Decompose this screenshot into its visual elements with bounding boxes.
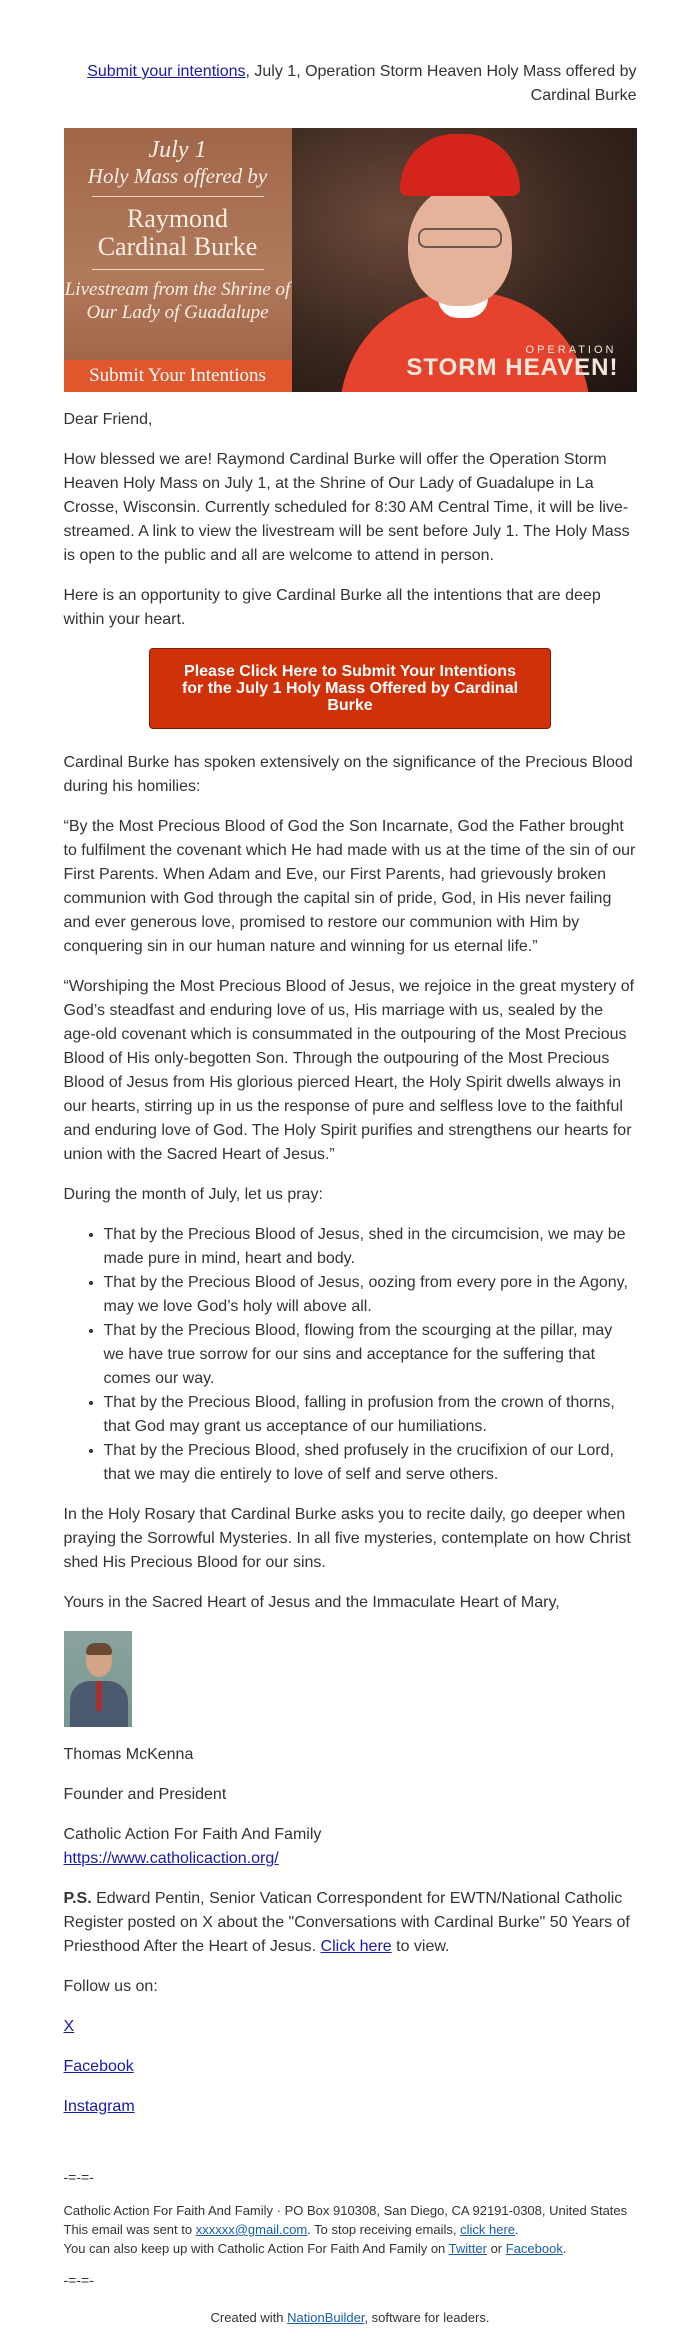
- paragraph-july-prayer: During the month of July, let us pray:: [63, 1186, 323, 1203]
- nationbuilder-link[interactable]: NationBuilder: [287, 2310, 365, 2325]
- banner-submit-cta[interactable]: Submit Your Intentions: [64, 360, 292, 392]
- avatar: [64, 1631, 132, 1727]
- x-link[interactable]: X: [63, 2018, 75, 2035]
- stop-text: . To stop receiving emails,: [307, 2222, 461, 2237]
- ps-click-here-link[interactable]: Click here: [320, 1938, 392, 1955]
- banner-date: July 1: [148, 137, 207, 163]
- stop-end: .: [515, 2222, 519, 2237]
- banner-operation-label: OPERATION: [525, 344, 617, 356]
- instagram-link[interactable]: Instagram: [63, 2098, 135, 2115]
- submit-intentions-button[interactable]: Please Click Here to Submit Your Intentions for the July 1 Holy Mass Offered by Cardinal Burke: [149, 648, 551, 729]
- banner-name-line2: Cardinal Burke: [97, 232, 258, 261]
- cardinal-photo: [292, 128, 637, 392]
- hero-banner[interactable]: [64, 128, 637, 392]
- credit-prefix: Created with: [210, 2310, 288, 2325]
- ps-text: Edward Pentin, Senior Vatican Correspondent for EWTN/National Catholic Register posted on X about the "Conversations with Cardinal Burke" 50 Years of Priesthood After the Heart of Jesus.: [63, 1890, 630, 1955]
- follow-facebook: [64, 2055, 637, 2079]
- banner-storm-heaven-logo: STORM HEAVEN!: [406, 354, 619, 381]
- list-item: • That by the Precious Blood, shed profusely in the crucifixion of our Lord, that we may die entirely to love of self and serve others.: [104, 1439, 637, 1487]
- ps-after: to view.: [391, 1938, 450, 1955]
- follow-label: Follow us on:: [63, 1978, 158, 1995]
- keepup-prefix: You can also keep up with Catholic Action For Faith And Family on: [63, 2241, 449, 2256]
- credit-line: [64, 2308, 637, 2327]
- footer-facebook-link[interactable]: Facebook: [505, 2241, 563, 2256]
- list-item: • That by the Precious Blood of Jesus, oozing from every pore in the Agony, may we love God’s holy will above all.: [104, 1271, 637, 1319]
- footer-keepup-line: [64, 2239, 637, 2258]
- banner-divider-2: [92, 269, 264, 270]
- website-link[interactable]: https://www.catholicaction.org/: [63, 1850, 279, 1867]
- intro-text: , July 1, Operation Storm Heaven Holy Mass offered by Cardinal Burke: [245, 63, 637, 104]
- quote-worship: “Worshiping the Most Precious Blood of Jesus, we rejoice in the great mystery of God’s steadfast and enduring love of us, His marriage with us, sealed by the age-old covenant which is consummated in the outpouring of the Most Precious Blood of His only-begotten Son. Through the outpouring of the Most Precious Blood of Jesus from His glorious pierced Heart, the Holy Spirit dwells always in our hearts, stirring up in us the response of pure and selfless love to the faithful and enduring love of God. The Holy Spirit purifies and strengthens our hearts for union with the Sacred Heart of Jesus.”: [63, 978, 635, 1163]
- intro-line: [64, 60, 637, 108]
- list-item: • That by the Precious Blood, falling in profusion from the crown of thorns, that God may grant us acceptance of our humiliations.: [104, 1391, 637, 1439]
- sent-prefix: This email was sent to: [63, 2222, 196, 2237]
- unsubscribe-link[interactable]: click here: [460, 2222, 516, 2237]
- banner-divider: [92, 196, 264, 197]
- keepup-or: or: [486, 2241, 506, 2256]
- list-item: • That by the Precious Blood, flowing from the scourging at the pillar, may we have true sorrow for our sins and acceptance for the suffering that comes our way.: [104, 1319, 637, 1391]
- signature-name: Thomas McKenna: [63, 1746, 194, 1763]
- credit-suffix: , software for leaders.: [364, 2310, 490, 2325]
- twitter-link[interactable]: Twitter: [448, 2241, 487, 2256]
- quote-covenant: “By the Most Precious Blood of God the Son Incarnate, God the Father brought to fulfilment the covenant which He had made with us at the time of the sin of our First Parents. When Adam and Eve, our First Parents, had grievously broken communion with God through the capital sin of pride, God, in His never failing and ever generous love, promised to restore our communion with Him by conquering sin in our human nature and winning for us eternal life.”: [63, 818, 636, 955]
- cta-wrapper: [64, 648, 637, 729]
- avatar-hair: [86, 1643, 112, 1655]
- list-item: • That by the Precious Blood of Jesus, shed in the circumcision, we may be made pure in mind, heart and body.: [104, 1223, 637, 1271]
- footer-address: Catholic Action For Faith And Family · PO Box 910308, San Diego, CA 92191-0308, United States: [63, 2203, 628, 2218]
- paragraph-homilies: Cardinal Burke has spoken extensively on the significance of the Precious Blood during his homilies:: [63, 754, 633, 795]
- banner-name-line1: Raymond: [126, 204, 229, 233]
- greeting: Dear Friend,: [63, 411, 153, 428]
- ps-label: P.S.: [63, 1890, 92, 1907]
- footer: [64, 2201, 637, 2258]
- photo-biretta: [400, 134, 520, 196]
- signature-org-block: [64, 1823, 637, 1871]
- banner-text-panel: [64, 128, 292, 392]
- closing-line: Yours in the Sacred Heart of Jesus and the Immaculate Heart of Mary,: [63, 1594, 560, 1611]
- keepup-end: .: [562, 2241, 567, 2256]
- signature-org: Catholic Action For Faith And Family: [63, 1826, 322, 1843]
- prayer-list: [64, 1223, 637, 1487]
- banner-mass-line: Holy Mass offered by: [87, 164, 268, 188]
- avatar-tie: [96, 1681, 102, 1711]
- email-container: [64, 0, 637, 2327]
- photo-glasses: [418, 228, 502, 248]
- footer-separator-bottom: -=-=-: [63, 2272, 94, 2288]
- paragraph-opportunity: Here is an opportunity to give Cardinal Burke all the intentions that are deep within your heart.: [63, 587, 601, 628]
- footer-separator-top: -=-=-: [63, 2169, 94, 2185]
- follow-x: [64, 2015, 637, 2039]
- follow-instagram: [64, 2095, 637, 2119]
- signature-title: Founder and President: [63, 1786, 227, 1803]
- paragraph-announcement: How blessed we are! Raymond Cardinal Burke will offer the Operation Storm Heaven Holy Mass on July 1, at the Shrine of Our Lady of Guadalupe in La Crosse, Wisconsin. Currently scheduled for 8:30 AM Central Time, it will be live-streamed. A link to view the livestream will be sent before July 1. The Holy Mass is open to the public and all are welcome to attend in person.: [63, 451, 630, 564]
- paragraph-rosary: In the Holy Rosary that Cardinal Burke asks you to recite daily, go deeper when praying the Sorrowful Mysteries. In all five mysteries, contemplate on how Christ shed His Precious Blood for our sins.: [63, 1506, 631, 1571]
- facebook-link[interactable]: Facebook: [63, 2058, 134, 2075]
- banner-livestream: Livestream from the Shrine of Our Lady of Guadalupe: [64, 279, 291, 323]
- recipient-email-link[interactable]: xxxxxx@gmail.com: [195, 2222, 308, 2237]
- footer-sent-line: [64, 2220, 637, 2239]
- postscript: [64, 1887, 637, 1959]
- submit-intentions-link[interactable]: Submit your intentions: [87, 63, 246, 80]
